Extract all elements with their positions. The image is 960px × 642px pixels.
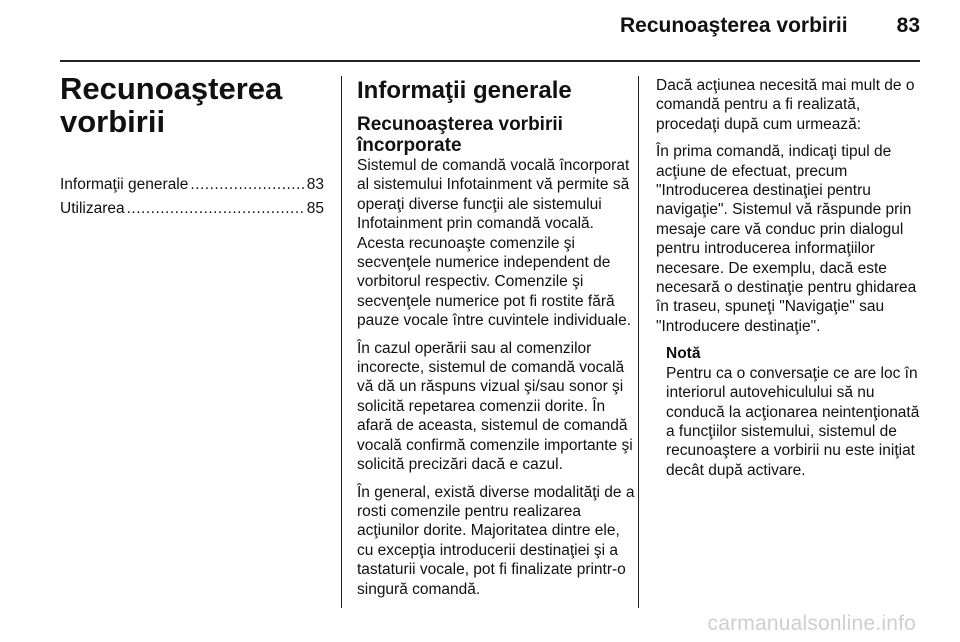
toc-item-label: Utilizarea [60, 200, 125, 217]
toc-item-informatii-generale[interactable] [60, 176, 324, 200]
page-number: 83 [896, 14, 920, 37]
chapter-title: Recunoaşterea vorbirii [60, 71, 283, 139]
body-paragraph: Sistemul de comandă vocală încorporat al sistemului Infotainment vă permite să operaţi diverse funcţii ale sistemului Infotainment prin comandă vocală. Acesta recunoaşte comenzile şi secvenţele numerice independent de vorbitorul respectiv. Comenzile şi secvenţele numerice pot fi rostite fără pauze vocale între cuvintele individuale. [357, 157, 632, 330]
body-paragraph: În cazul operării sau al comenzilor incorecte, sistemul de comandă vocală vă dă un răspuns vizual şi/sau sonor şi solicită repetarea comenzii dorite. În afară de aceasta, sistemul de comandă vocală confirmă comenzile importante şi solicită precizări dacă e cazul. [357, 339, 633, 474]
body-paragraph: Dacă acţiunea necesită mai mult de o comandă pentru a fi realizată, procedaţi după cum urmează: [656, 77, 915, 133]
toc-item-page: 83 [306, 176, 324, 193]
running-header-title: Recunoaşterea vorbirii [620, 14, 848, 37]
note-title: Notă [666, 345, 701, 363]
note-text: Pentru ca o conversaţie ce are loc în interiorul autovehiculului să nu conducă la acţionarea neintenţionată a funcţiilor sistemului, sistemul de recunoaştere a vorbirii nu este iniţiat decât după activare. [666, 364, 920, 479]
middle-column [357, 76, 635, 607]
toc-item-label: Informaţii generale [60, 176, 189, 193]
table-of-contents [60, 176, 324, 224]
toc-leader-dots [190, 176, 304, 194]
body-paragraph: În general, există diverse modalităţi de a rosti comenzile pentru realizarea acţiunilor dorite. Majoritatea dintre ele, cu excepţia introducerii destinaţiei şi a tastaturii vocale, pot fi finalizate printr-o singură comandă. [357, 483, 635, 598]
note-box [666, 344, 924, 480]
column-divider-2 [638, 76, 639, 608]
toc-item-utilizarea[interactable] [60, 200, 324, 224]
toc-item-page: 85 [306, 200, 324, 217]
toc-leader-dots [127, 200, 305, 218]
section-heading: Informaţii generale [357, 77, 572, 104]
watermark: carmanualsonline.info [707, 612, 916, 635]
header-divider [60, 60, 920, 62]
body-paragraph: În prima comandă, indicaţi tipul de acţiune de efectuat, precum "Introducerea destinaţiei pentru navigaţie". Sistemul vă răspunde prin mesaje care vă conduc prin dialogul pentru introducerea informaţiilor necesare. De exemplu, dacă este necesară o destinaţie pentru ghidarea în traseu, spuneţi "Navigaţie" sau "Introducere destinaţie". [656, 143, 917, 335]
right-column [656, 76, 924, 480]
sub-heading: Recunoaşterea vorbirii încorporate [357, 114, 563, 156]
column-divider-1 [341, 76, 342, 608]
